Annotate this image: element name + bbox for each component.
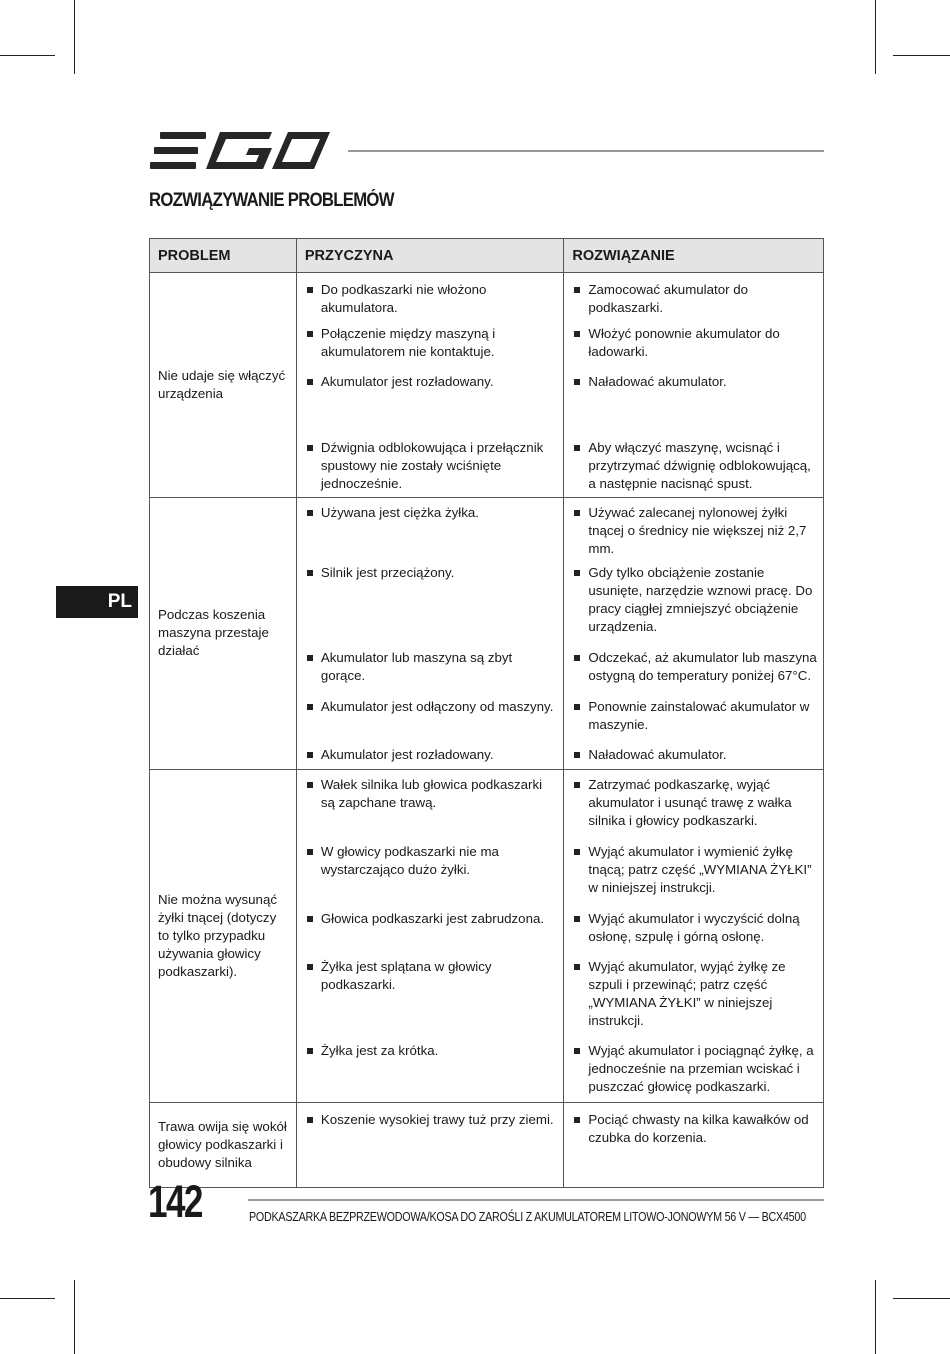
- problem-cell: Podczas koszenia maszyna przestaje działać: [150, 497, 297, 770]
- solution-cell: [564, 740, 824, 770]
- bullet-icon: [307, 570, 313, 576]
- table-row: [150, 273, 824, 318]
- solution-cell: [564, 837, 824, 904]
- solution-cell: [564, 431, 824, 497]
- solution-cell: [564, 904, 824, 952]
- bullet-icon: [307, 752, 313, 758]
- bullet-icon: [574, 704, 580, 710]
- language-tab: PL: [56, 586, 138, 618]
- page-title: ROZWIĄZYWANIE PROBLEMÓW: [149, 190, 394, 211]
- bullet-icon: [574, 331, 580, 337]
- bullet-icon: [574, 1048, 580, 1054]
- solution-text: Aby włączyć maszynę, wcisnąć i przytrzymać dźwignię odblokowującą, a następnie nacisnąć spust.: [588, 440, 811, 491]
- bullet-icon: [307, 445, 313, 451]
- crop-mark: [875, 1280, 876, 1354]
- bullet-icon: [307, 287, 313, 293]
- cause-cell: [296, 431, 564, 497]
- crop-mark: [74, 0, 75, 74]
- cause-text: Akumulator jest rozładowany.: [320, 374, 494, 389]
- bullet-icon: [307, 849, 313, 855]
- bullet-icon: [574, 849, 580, 855]
- cause-cell: [296, 643, 564, 692]
- cause-cell: [296, 317, 564, 365]
- bullet-icon: [574, 510, 580, 516]
- cause-cell: [296, 1103, 564, 1188]
- header-solution: ROZWIĄZANIE: [564, 239, 824, 273]
- header-cause: PRZYCZYNA: [296, 239, 564, 273]
- bullet-icon: [574, 379, 580, 385]
- bullet-icon: [307, 1117, 313, 1123]
- cause-cell: [296, 952, 564, 1036]
- bullet-icon: [574, 964, 580, 970]
- bullet-icon: [574, 445, 580, 451]
- cause-text: Silnik jest przeciążony.: [320, 564, 455, 580]
- cause-text: Koszenie wysokiej trawy tuż przy ziemi.: [320, 1112, 554, 1127]
- cause-text: W głowicy podkaszarki nie ma wystarczająco dużo żyłki.: [320, 843, 499, 877]
- cause-cell: [296, 740, 564, 770]
- solution-text: Pociąć chwasty na kilka kawałków od czubka do korzenia.: [588, 1112, 809, 1145]
- solution-text: Zatrzymać podkaszarkę, wyjąć akumulator i usunąć trawę z wałka silnika i głowicy podkaszarki.: [588, 777, 792, 828]
- bullet-icon: [574, 916, 580, 922]
- bullet-icon: [307, 704, 313, 710]
- problem-cell: Nie można wysunąć żyłki tnącej (dotyczy to tylko przypadku używania głowicy podkaszarki).: [150, 770, 297, 1103]
- crop-mark: [0, 55, 55, 56]
- bullet-icon: [574, 1117, 580, 1123]
- solution-cell: [564, 497, 824, 558]
- cause-text: Akumulator lub maszyna są zbyt gorące.: [320, 649, 513, 683]
- cause-cell: [296, 837, 564, 904]
- crop-mark: [74, 1280, 75, 1354]
- solution-text: Gdy tylko obciążenie zostanie usunięte, narzędzie wznowi pracę. Do pracy ciągłej zmniejszyć obciążenie urządzenia.: [588, 564, 813, 634]
- bullet-icon: [307, 655, 313, 661]
- bullet-icon: [574, 782, 580, 788]
- solution-text: Naładować akumulator.: [588, 746, 727, 762]
- solution-text: Odczekać, aż akumulator lub maszyna ostygną do temperatury poniżej 67°C.: [588, 649, 817, 683]
- solution-cell: [564, 558, 824, 643]
- cause-text: Używana jest ciężka żyłka.: [320, 504, 479, 520]
- solution-text: Wyjąć akumulator i wyczyścić dolną osłonę, szpulę i górną osłonę.: [588, 910, 800, 944]
- bullet-icon: [307, 331, 313, 337]
- table-row: [150, 1103, 824, 1188]
- solution-text: Wyjąć akumulator, wyjąć żyłkę ze szpuli i przewinąć; patrz część „WYMIANA ŻYŁKI” w niniejszej instrukcji.: [588, 958, 786, 1028]
- cause-text: Żyłka jest za krótka.: [320, 1042, 439, 1058]
- cause-cell: [296, 692, 564, 740]
- page-number: 142: [148, 1176, 202, 1227]
- footer-text: PODKASZARKA BEZPRZEWODOWA/KOSA DO ZAROŚLI Z AKUMULATOREM LITOWO-JONOWYM 56 V — BCX4500: [249, 1210, 806, 1224]
- cause-text: Żyłka jest splątana w głowicy podkaszarki.: [320, 958, 492, 992]
- cause-cell: [296, 273, 564, 318]
- bullet-icon: [307, 782, 313, 788]
- bullet-icon: [574, 570, 580, 576]
- problem-cell: Trawa owija się wokół głowicy podkaszarki i obudowy silnika: [150, 1103, 297, 1188]
- cause-text: Wałek silnika lub głowica podkaszarki są zapchane trawą.: [320, 777, 543, 810]
- header-problem: PROBLEM: [150, 239, 297, 273]
- solution-text: Wyjąć akumulator i wymienić żyłkę tnącą; patrz część „WYMIANA ŻYŁKI” w niniejszej instrukcji.: [588, 843, 812, 895]
- solution-cell: [564, 643, 824, 692]
- solution-text: Wyjąć akumulator i pociągnąć żyłkę, a jednocześnie na przemian wciskać i puszczać głowicę podkaszarki.: [588, 1042, 814, 1094]
- solution-cell: [564, 273, 824, 318]
- solution-cell: [564, 952, 824, 1036]
- troubleshooting-table: [149, 238, 824, 1188]
- solution-cell: [564, 365, 824, 431]
- cause-cell: [296, 904, 564, 952]
- bullet-icon: [574, 655, 580, 661]
- solution-text: Zamocować akumulator do podkaszarki.: [588, 282, 749, 315]
- header-rule: [348, 150, 824, 152]
- bullet-icon: [307, 510, 313, 516]
- cause-cell: [296, 1036, 564, 1103]
- solution-cell: [564, 770, 824, 837]
- cause-text: Głowica podkaszarki jest zabrudzona.: [320, 910, 545, 926]
- crop-mark: [0, 1298, 55, 1299]
- table-header-row: [150, 239, 824, 273]
- solution-text: Używać zalecanej nylonowej żyłki tnącej o średnicy nie większej niż 2,7 mm.: [588, 504, 807, 556]
- problem-cell: Nie udaje się włączyć urządzenia: [150, 273, 297, 498]
- solution-text: Naładować akumulator.: [588, 374, 727, 389]
- table-row: [150, 497, 824, 558]
- cause-text: Do podkaszarki nie włożono akumulatora.: [320, 282, 487, 315]
- bullet-icon: [307, 1048, 313, 1054]
- solution-text: Ponownie zainstalować akumulator w maszynie.: [588, 698, 810, 732]
- bullet-icon: [307, 964, 313, 970]
- cause-text: Dźwignia odblokowująca i przełącznik spustowy nie zostały wciśnięte jednocześnie.: [320, 440, 544, 491]
- solution-text: Włożyć ponownie akumulator do ładowarki.: [588, 326, 780, 359]
- solution-cell: [564, 1036, 824, 1103]
- bullet-icon: [574, 752, 580, 758]
- crop-mark: [875, 0, 876, 74]
- table-row: [150, 770, 824, 837]
- footer-rule: [248, 1199, 824, 1201]
- cause-text: Akumulator jest odłączony od maszyny.: [320, 698, 554, 714]
- bullet-icon: [307, 379, 313, 385]
- solution-cell: [564, 1103, 824, 1188]
- cause-cell: [296, 770, 564, 837]
- solution-cell: [564, 317, 824, 365]
- cause-cell: [296, 365, 564, 431]
- crop-mark: [893, 1298, 950, 1299]
- bullet-icon: [307, 916, 313, 922]
- bullet-icon: [574, 287, 580, 293]
- cause-cell: [296, 558, 564, 643]
- cause-text: Połączenie między maszyną i akumulatorem nie kontaktuje.: [320, 326, 496, 359]
- cause-text: Akumulator jest rozładowany.: [320, 746, 494, 762]
- cause-cell: [296, 497, 564, 558]
- solution-cell: [564, 692, 824, 740]
- ego-logo: [150, 132, 330, 170]
- crop-mark: [893, 55, 950, 56]
